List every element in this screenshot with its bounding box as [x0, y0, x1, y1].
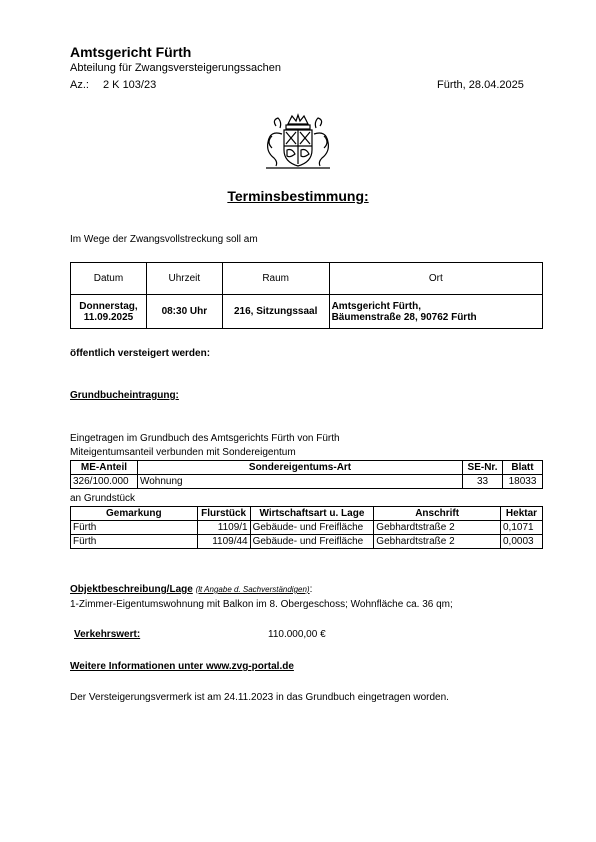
- date-weekday: Donnerstag,: [79, 300, 138, 312]
- object-heading-line: [70, 584, 312, 595]
- place-date: Fürth, 28.04.2025: [437, 79, 524, 91]
- place-line2: Bäumenstraße 28, 90762 Fürth: [331, 311, 477, 323]
- table-row: [71, 475, 543, 489]
- plot-table: [70, 506, 543, 549]
- col-gemarkung: Gemarkung: [71, 507, 198, 521]
- document-title: Terminsbestimmung:: [227, 188, 369, 204]
- appointment-room: 216, Sitzungssaal: [222, 295, 329, 329]
- col-wirtschaftsart: Wirtschaftsart u. Lage: [250, 507, 374, 521]
- department: Abteilung für Zwangsversteigerungssachen: [70, 62, 281, 74]
- col-flurstueck: Flurstück: [197, 507, 250, 521]
- col-sondereigentums-art: Sondereigentums-Art: [137, 461, 462, 475]
- header-datum: Datum: [71, 263, 147, 295]
- cell-wirtschaftsart: Gebäude- und Freifläche: [250, 535, 374, 549]
- col-se-nr: SE-Nr.: [463, 461, 503, 475]
- col-anschrift: Anschrift: [374, 507, 501, 521]
- cell-anschrift: Gebhardtstraße 2: [374, 521, 501, 535]
- cell-se-nr: 33: [463, 475, 503, 489]
- object-heading: Objektbeschreibung/Lage: [70, 584, 193, 595]
- col-me-anteil: ME-Anteil: [71, 461, 138, 475]
- object-colon: :: [309, 584, 313, 595]
- table-row: [71, 521, 543, 535]
- object-description: 1-Zimmer-Eigentumswohnung mit Balkon im 8. Obergeschoss; Wohnfläche ca. 36 qm;: [70, 599, 453, 610]
- share-table: [70, 460, 543, 489]
- header-raum: Raum: [222, 263, 329, 295]
- co-ownership: Miteigentumsanteil verbunden mit Sondereigentum: [70, 447, 296, 458]
- col-blatt: Blatt: [503, 461, 543, 475]
- object-note: (lt Angabe d. Sachverständigen): [195, 585, 310, 594]
- appointment-table: [70, 262, 543, 329]
- cell-gemarkung: Fürth: [71, 521, 198, 535]
- market-value-label: Verkehrswert:: [74, 629, 141, 640]
- grundbuch-heading: Grundbucheintragung:: [70, 390, 179, 401]
- cell-wirtschaftsart: Gebäude- und Freifläche: [250, 521, 374, 535]
- cell-art: Wohnung: [137, 475, 462, 489]
- table-row: [71, 535, 543, 549]
- auction-text: öffentlich versteigert werden:: [70, 348, 211, 359]
- appointment-time: 08:30 Uhr: [146, 295, 222, 329]
- place-line1: Amtsgericht Fürth,: [331, 300, 422, 312]
- case-number: 2 K 103/23: [103, 79, 157, 91]
- appointment-date: [71, 295, 147, 329]
- header-ort: Ort: [329, 263, 542, 295]
- date-value: 11.09.2025: [83, 311, 134, 323]
- case-number-label: Az.:: [70, 79, 89, 91]
- header-uhrzeit: Uhrzeit: [146, 263, 222, 295]
- cell-flurstueck: 1109/1: [197, 521, 250, 535]
- col-hektar: Hektar: [501, 507, 543, 521]
- cell-gemarkung: Fürth: [71, 535, 198, 549]
- cell-blatt: 18033: [503, 475, 543, 489]
- cell-flurstueck: 1109/44: [197, 535, 250, 549]
- footer-note: Der Versteigerungsvermerk ist am 24.11.2023 in das Grundbuch eingetragen worden.: [70, 692, 449, 703]
- cell-anschrift: Gebhardtstraße 2: [374, 535, 501, 549]
- plot-label: an Grundstück: [70, 493, 136, 504]
- market-value-amount: 110.000,00 €: [268, 629, 326, 640]
- appointment-place: [329, 295, 542, 329]
- court-name: Amtsgericht Fürth: [70, 44, 192, 60]
- cell-hektar: 0,0003: [501, 535, 543, 549]
- coat-of-arms-emblem: [262, 112, 334, 170]
- cell-hektar: 0,1071: [501, 521, 543, 535]
- registered-in: Eingetragen im Grundbuch des Amtsgerichts Fürth von Fürth: [70, 433, 340, 444]
- more-info-link[interactable]: Weitere Informationen unter www.zvg-portal.de: [70, 661, 294, 672]
- intro-text: Im Wege der Zwangsvollstreckung soll am: [70, 234, 258, 245]
- cell-me-anteil: 326/100.000: [71, 475, 138, 489]
